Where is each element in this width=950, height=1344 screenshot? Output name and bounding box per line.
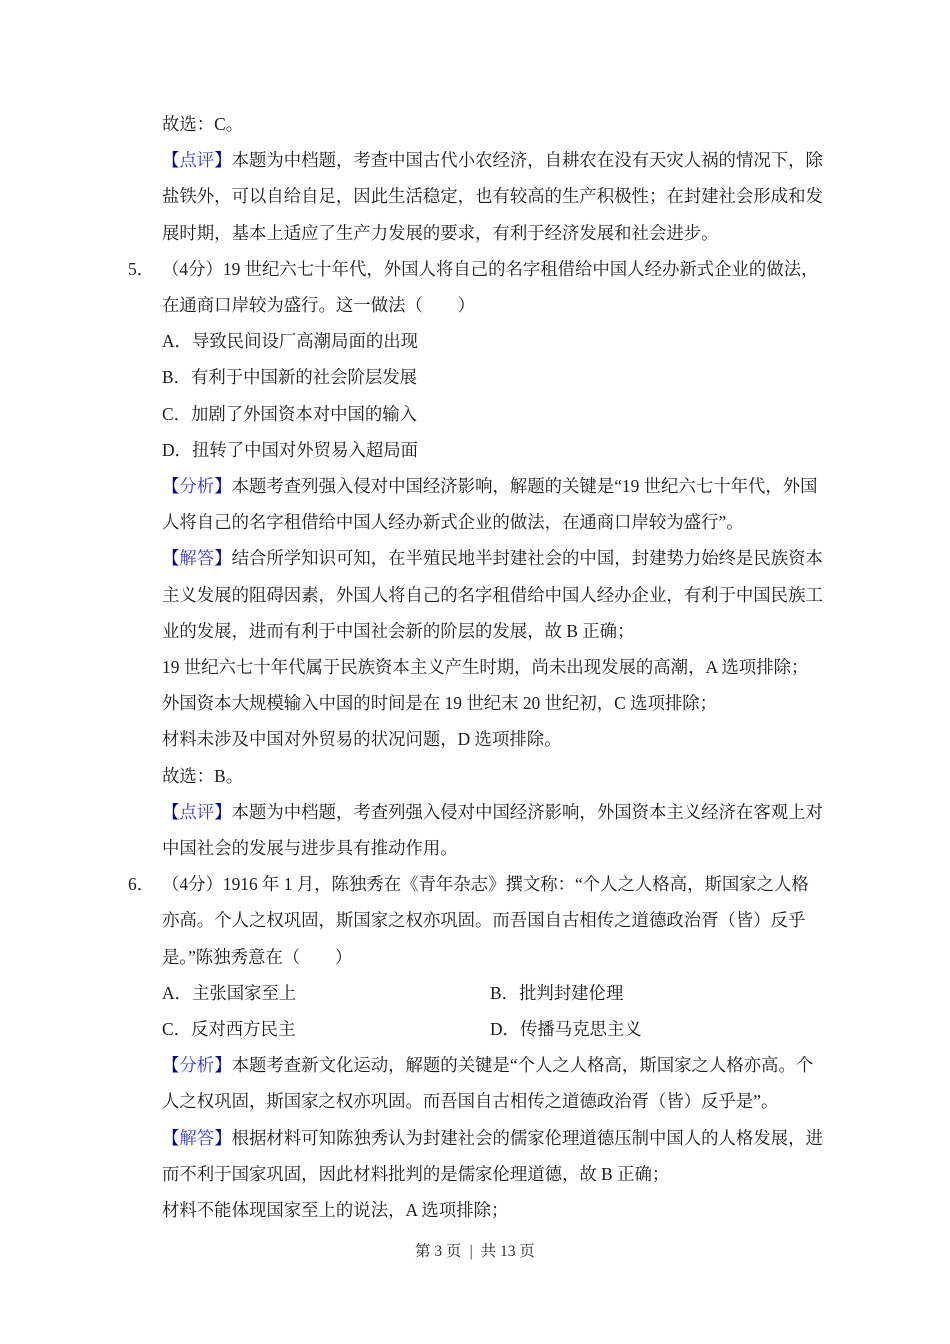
text-line: 材料未涉及中国对外贸易的状况问题，D 选项排除。: [162, 729, 562, 750]
label-bracket: 【: [162, 801, 180, 822]
answer-line: 故选：B。: [162, 765, 244, 786]
option-b: B．批判封建伦理: [490, 982, 624, 1003]
options-row-cd: [162, 1011, 822, 1047]
line-text: 本题考查新文化运动，解题的关键是“个人之人格高，斯国家之人格亦高。个: [231, 1055, 814, 1076]
label-bracket: 】: [214, 476, 232, 497]
line-text: 本题为中档题，考查中国古代小农经济，自耕农在没有天灾人祸的情况下，除: [231, 150, 823, 171]
analysis-label: 分析: [179, 1055, 215, 1076]
text-line: 中国社会的发展与进步具有推动作用。: [162, 838, 458, 859]
comment-label: 点评: [179, 801, 215, 822]
text-line: 人将自己的名字租借给中国人经办新式企业的做法，在通商口岸较为盛行”。: [162, 512, 744, 533]
total-pages-label: 共 13 页: [480, 1243, 535, 1260]
question-number: 6．: [128, 874, 155, 895]
text-line: 盐铁外，可以自给自足，因此生活稳定，也有较高的生产积极性；在封建社会形成和发: [162, 186, 823, 207]
text-line: 19 世纪六七十年代属于民族资本主义产生时期，尚未出现发展的高潮，A 选项排除；: [162, 657, 809, 678]
label-bracket: 】: [214, 548, 232, 569]
page-footer: [0, 1241, 950, 1263]
label-bracket: 】: [214, 1127, 232, 1148]
question-text: （4分）19 世纪六七十年代，外国人将自己的名字租借给中国人经办新式企业的做法，: [162, 258, 819, 279]
solution-line: [162, 540, 822, 576]
option-d-line: D．扭转了中国对外贸易入超局面: [162, 439, 419, 460]
options-row-ab: [162, 975, 822, 1011]
comment-line: [162, 794, 822, 830]
current-page-label: 第 3 页: [415, 1243, 462, 1260]
question-text-line: 是。”陈独秀意在（ ）: [162, 946, 353, 967]
label-bracket: 【: [162, 1055, 180, 1076]
option-d: D．传播马克思主义: [490, 1019, 642, 1040]
label-bracket: 】: [214, 1055, 232, 1076]
line-text: 本题为中档题，考查列强入侵对中国经济影响，外国资本主义经济在客观上对: [231, 801, 823, 822]
solution-label: 解答: [179, 548, 215, 569]
line-text: 本题考查列强入侵对中国经济影响，解题的关键是“19 世纪六七十年代，外国: [231, 476, 818, 497]
footer-separator: |: [469, 1243, 473, 1260]
solution-line: [162, 1120, 822, 1156]
answer-line: 故选：C。: [162, 114, 244, 134]
question-text: （4分）1916 年 1 月，陈独秀在《青年杂志》撰文称：“个人之人格高，斯国家之人格: [162, 874, 809, 895]
text-line: 主义发展的阻碍因素，外国人将自己的名字租借给中国人经办企业，有利于中国民族工: [162, 584, 823, 605]
line-text: 根据材料可知陈独秀认为封建社会的儒家伦理道德压制中国人的人格发展，进: [231, 1127, 823, 1148]
comment-label: 点评: [179, 150, 215, 171]
option-a-line: A．导致民间设厂高潮局面的出现: [162, 331, 419, 352]
label-bracket: 【: [162, 1127, 180, 1148]
label-bracket: 】: [214, 150, 232, 171]
solution-label: 解答: [179, 1127, 215, 1148]
option-c-line: C．加剧了外国资本对中国的输入: [162, 403, 418, 424]
option-c: C．反对西方民主: [162, 1019, 296, 1040]
question-text-line: 在通商口岸较为盛行。这一做法（ ）: [162, 295, 476, 316]
document-content: [128, 106, 823, 1228]
comment-line: [162, 142, 822, 178]
label-bracket: 【: [162, 476, 180, 497]
text-line: 外国资本大规模输入中国的时间是在 19 世纪末 20 世纪初，C 选项排除；: [162, 693, 718, 714]
text-line: 展时期，基本上适应了生产力发展的要求，有利于经济发展和社会进步。: [162, 222, 719, 243]
option-b-line: B．有利于中国新的社会阶层发展: [162, 367, 418, 388]
label-bracket: 】: [214, 801, 232, 822]
line-text: 结合所学知识可知，在半殖民地半封建社会的中国，封建势力始终是民族资本: [231, 548, 823, 569]
text-line: 而不利于国家巩固，因此材料批判的是儒家伦理道德，故 B 正确；: [162, 1163, 670, 1184]
question-6-line: [128, 866, 822, 902]
question-number: 5．: [128, 258, 155, 279]
analysis-line: [162, 1047, 822, 1083]
question-text-line: 亦高。个人之权巩固，斯国家之权亦巩固。而吾国自古相传之道德政治胥（皆）反乎: [162, 910, 806, 931]
text-line: 业的发展，进而有利于中国社会新的阶层的发展，故 B 正确；: [162, 620, 635, 641]
label-bracket: 【: [162, 150, 180, 171]
analysis-line: [162, 468, 822, 504]
text-line: 材料不能体现国家至上的说法，A 选项排除；: [162, 1200, 509, 1221]
question-5-line: [128, 251, 822, 287]
option-a: A．主张国家至上: [162, 982, 297, 1003]
text-line: 人之权巩固，斯国家之权亦巩固。而吾国自古相传之道德政治胥（皆）反乎是”。: [162, 1091, 779, 1112]
analysis-label: 分析: [179, 476, 215, 497]
label-bracket: 【: [162, 548, 180, 569]
